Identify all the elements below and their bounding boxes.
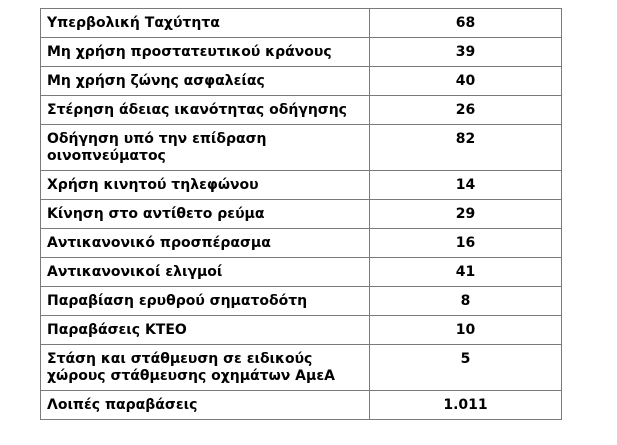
violation-count: 82 (370, 125, 562, 171)
violation-count: 1.011 (370, 391, 562, 420)
violation-label: Αντικανονικό προσπέρασμα (41, 229, 370, 258)
violation-count: 14 (370, 171, 562, 200)
violation-label: Στέρηση άδειας ικανότητας οδήγησης (41, 96, 370, 125)
table-row (41, 171, 562, 200)
violation-label: Υπερβολική Ταχύτητα (41, 9, 370, 38)
table-row (41, 258, 562, 287)
violation-label: Στάση και στάθμευση σε ειδικούς χώρους στάθμευσης οχημάτων ΑμεΑ (41, 345, 370, 391)
violation-count: 39 (370, 38, 562, 67)
violation-count: 26 (370, 96, 562, 125)
violation-label: Αντικανονικοί ελιγμοί (41, 258, 370, 287)
violation-count: 41 (370, 258, 562, 287)
table-row (41, 9, 562, 38)
violation-count: 40 (370, 67, 562, 96)
violation-count: 5 (370, 345, 562, 391)
violation-label: Χρήση κινητού τηλεφώνου (41, 171, 370, 200)
table-row (41, 391, 562, 420)
table-row (41, 229, 562, 258)
violation-label: Μη χρήση ζώνης ασφαλείας (41, 67, 370, 96)
violation-label: Παραβάσεις ΚΤΕΟ (41, 316, 370, 345)
table-row (41, 287, 562, 316)
table-row (41, 67, 562, 96)
table-row (41, 96, 562, 125)
table-row (41, 38, 562, 67)
table-row (41, 200, 562, 229)
violation-count: 29 (370, 200, 562, 229)
table-row (41, 345, 562, 391)
violation-label: Λοιπές παραβάσεις (41, 391, 370, 420)
table-row (41, 316, 562, 345)
violation-label: Οδήγηση υπό την επίδραση οινοπνεύματος (41, 125, 370, 171)
violation-count: 10 (370, 316, 562, 345)
violation-count: 16 (370, 229, 562, 258)
table-row (41, 125, 562, 171)
violation-label: Παραβίαση ερυθρού σηματοδότη (41, 287, 370, 316)
violation-count: 8 (370, 287, 562, 316)
violation-label: Μη χρήση προστατευτικού κράνους (41, 38, 370, 67)
violation-label: Κίνηση στο αντίθετο ρεύμα (41, 200, 370, 229)
violation-count: 68 (370, 9, 562, 38)
violations-table (40, 8, 562, 420)
